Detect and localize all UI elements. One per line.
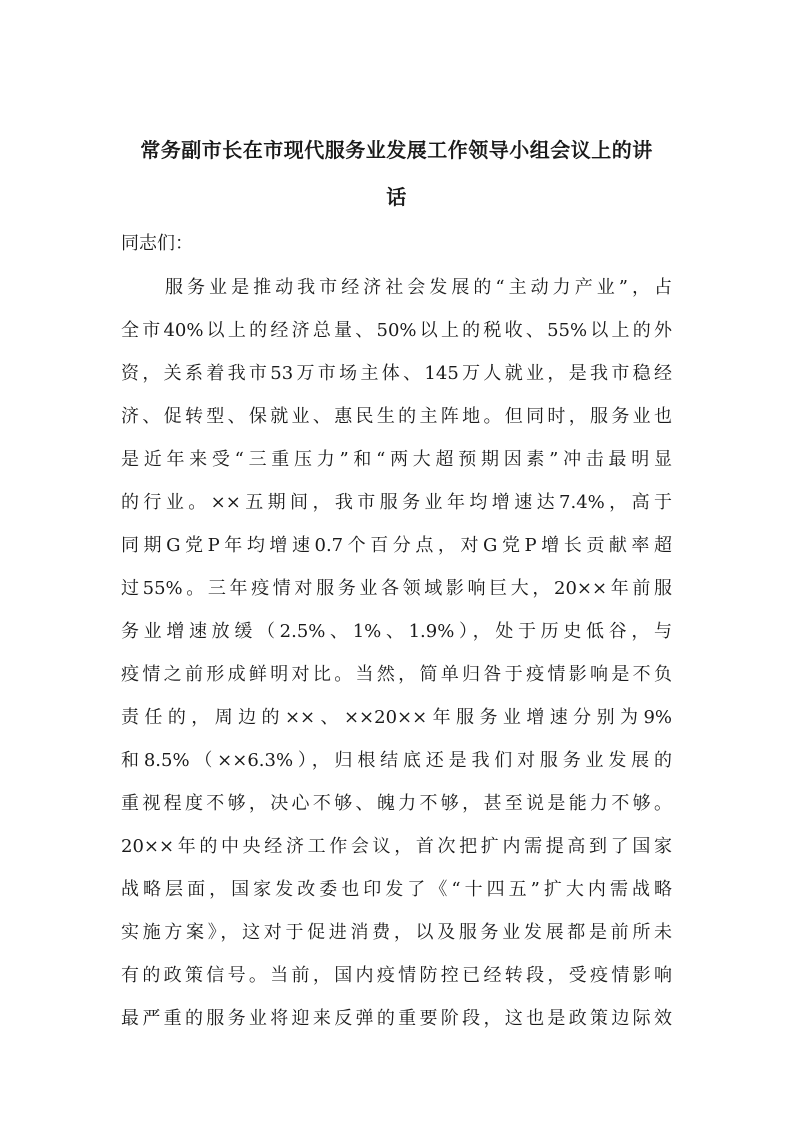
document-title-line-1: 常务副市长在市现代服务业发展工作领导小组会议上的讲	[140, 138, 653, 162]
paragraph-line-text: 和8.5%（××6.3%），归根结底还是我们对服务业发展的	[121, 750, 672, 771]
paragraph-line-text: 同期G党P年均增速0.7个百分点，对G党P增长贡献率超	[121, 535, 672, 556]
paragraph-line-text: 是近年来受“三重压力”和“两大超预期因素”冲击最明显	[121, 449, 672, 470]
paragraph-line-text: 务业增速放缓（2.5%、1%、1.9%），处于历史低谷，与	[121, 621, 672, 642]
paragraph-line-text: 服务业是推动我市经济社会发展的“主动力产业”，占	[165, 277, 672, 298]
paragraph-line-text: 济、促转型、保就业、惠民生的主阵地。但同时，服务业也	[121, 406, 672, 427]
paragraph-line-text: 过55%。三年疫情对服务业各领域影响巨大，20××年前服	[121, 578, 672, 599]
paragraph-line-text: 20××年的中央经济工作会议，首次把扩内需提高到了国家	[121, 836, 672, 857]
paragraph-line-text: 实施方案》，这对于促进消费，以及服务业发展都是前所未	[121, 922, 672, 943]
salutation: 同志们：	[121, 233, 193, 254]
paragraph-line-text: 资，关系着我市53万市场主体、145万人就业，是我市稳经	[121, 363, 672, 384]
paragraph-line-text: 战略层面，国家发改委也印发了《“十四五”扩大内需战略	[121, 879, 672, 900]
document-title-line-2: 话	[386, 185, 407, 209]
paragraph-line-text: 的行业。××五期间，我市服务业年均增速达7.4%，高于	[121, 492, 672, 513]
paragraph-line-text: 全市40%以上的经济总量、50%以上的税收、55%以上的外	[121, 320, 672, 341]
paragraph-line-text: 最严重的服务业将迎来反弹的重要阶段，这也是政策边际效	[121, 1008, 672, 1029]
paragraph-line-text: 疫情之前形成鲜明对比。当然，简单归咎于疫情影响是不负	[121, 664, 672, 685]
paragraph-line-text: 有的政策信号。当前，国内疫情防控已经转段，受疫情影响	[121, 965, 672, 986]
paragraph-line-text: 重视程度不够，决心不够、魄力不够，甚至说是能力不够。	[121, 793, 672, 814]
paragraph-line-text: 责任的，周边的××、××20××年服务业增速分别为9%	[121, 707, 672, 728]
